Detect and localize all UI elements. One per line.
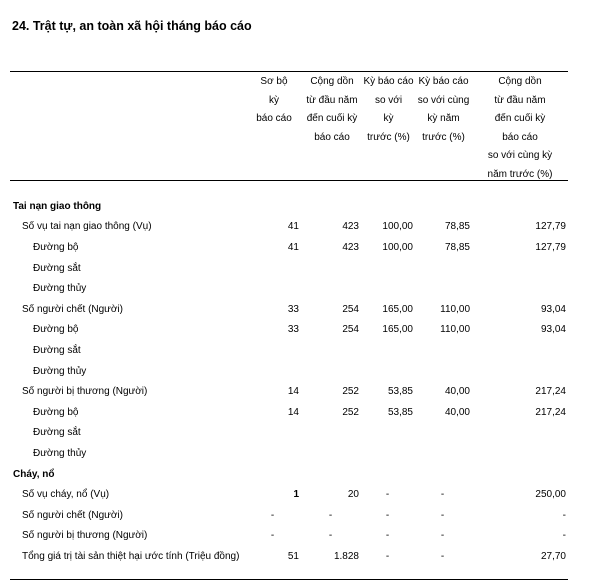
cell-value: - xyxy=(270,509,275,521)
cell-value xyxy=(472,278,568,299)
table-row xyxy=(10,361,568,382)
cell-value: 14 xyxy=(287,386,299,398)
cell-value: - xyxy=(562,530,566,542)
cell-value: 40,00 xyxy=(444,406,470,418)
column-header-vs-same-period: Kỳ báo cáo so với cùng kỳ năm trước (%) xyxy=(417,76,470,143)
cell-value xyxy=(246,278,302,299)
cell-value: 14 xyxy=(287,406,299,418)
column-header-cumulative: Cộng dồn từ đầu năm đến cuối kỳ báo cáo xyxy=(306,76,358,143)
cell-value: 53,85 xyxy=(387,406,413,418)
cell-value xyxy=(415,196,472,217)
cell-value xyxy=(415,443,472,464)
row-label: Đường thủy xyxy=(33,365,87,377)
table-row xyxy=(10,546,568,567)
cell-value xyxy=(302,443,362,464)
section-heading: Cháy, nổ xyxy=(13,468,55,480)
cell-value: 217,24 xyxy=(535,386,566,398)
section-row xyxy=(10,464,568,485)
column-header-cumulative-vs-last-year: Cộng dồn từ đầu năm đến cuối kỳ báo cáo so với cùng kỳ năm trước (%) xyxy=(487,76,553,180)
cell-value: - xyxy=(385,489,390,501)
cell-value: 252 xyxy=(342,406,359,418)
cell-value xyxy=(362,443,415,464)
cell-value xyxy=(472,443,568,464)
row-label: Số người bị thương (Người) xyxy=(22,386,148,398)
cell-value: - xyxy=(440,489,445,501)
section-heading: Tai nạn giao thông xyxy=(13,200,102,212)
cell-value xyxy=(246,443,302,464)
cell-value: - xyxy=(562,509,566,521)
section-row xyxy=(10,196,568,217)
row-label: Số vụ tai nạn giao thông (Vụ) xyxy=(22,221,152,233)
cell-value xyxy=(472,340,568,361)
table-row xyxy=(10,258,568,279)
cell-value: 41 xyxy=(287,241,299,253)
cell-value: 1 xyxy=(293,489,299,501)
cell-value xyxy=(415,423,472,444)
table-row xyxy=(10,217,568,238)
cell-value xyxy=(472,464,568,485)
cell-value xyxy=(246,361,302,382)
row-label: Đường sắt xyxy=(33,427,81,439)
cell-value xyxy=(246,258,302,279)
cell-value: 250,00 xyxy=(535,489,566,501)
table-row xyxy=(10,381,568,402)
cell-value: 252 xyxy=(342,386,359,398)
cell-value xyxy=(415,278,472,299)
row-label: Đường sắt xyxy=(33,344,81,356)
cell-value xyxy=(302,464,362,485)
row-label: Số người bị thương (Người) xyxy=(22,530,148,542)
cell-value: - xyxy=(385,509,390,521)
cell-value xyxy=(472,258,568,279)
table-row xyxy=(10,402,568,423)
cell-value xyxy=(302,340,362,361)
cell-value: 51 xyxy=(287,550,299,562)
table-row xyxy=(10,423,568,444)
row-label: Đường thủy xyxy=(33,447,87,459)
cell-value xyxy=(302,196,362,217)
row-label: Đường thủy xyxy=(33,283,87,295)
table-row xyxy=(10,526,568,547)
row-label: Đường bộ xyxy=(33,324,79,336)
cell-value: - xyxy=(270,530,275,542)
cell-value xyxy=(362,423,415,444)
cell-value: 254 xyxy=(342,324,359,336)
cell-value xyxy=(302,278,362,299)
cell-value: 127,79 xyxy=(535,221,566,233)
cell-value xyxy=(362,464,415,485)
table-row xyxy=(10,320,568,341)
cell-value: 93,04 xyxy=(540,303,566,315)
table-row xyxy=(10,340,568,361)
cell-value: 127,79 xyxy=(535,241,566,253)
row-label: Đường bộ xyxy=(33,406,79,418)
cell-value xyxy=(362,258,415,279)
cell-value xyxy=(246,464,302,485)
cell-value xyxy=(362,340,415,361)
cell-value: - xyxy=(328,530,333,542)
table-row xyxy=(10,278,568,299)
cell-value xyxy=(362,361,415,382)
cell-value: 40,00 xyxy=(444,386,470,398)
cell-value: 110,00 xyxy=(440,303,470,315)
row-label: Số vụ cháy, nổ (Vụ) xyxy=(22,489,110,501)
cell-value xyxy=(362,196,415,217)
cell-value xyxy=(302,423,362,444)
cell-value: - xyxy=(440,509,445,521)
cell-value: 53,85 xyxy=(387,386,413,398)
header-divider xyxy=(10,180,568,181)
cell-value: 41 xyxy=(287,221,299,233)
cell-value: 27,70 xyxy=(540,550,566,562)
cell-value: 100,00 xyxy=(382,241,413,253)
cell-value xyxy=(246,423,302,444)
cell-value: 78,85 xyxy=(444,241,470,253)
cell-value: 20 xyxy=(347,489,359,501)
table-bottom-rule xyxy=(10,579,568,580)
table-row xyxy=(10,299,568,320)
cell-value xyxy=(415,361,472,382)
row-label: Tổng giá trị tài sản thiệt hại ước tính (Triệu đồng) xyxy=(22,550,240,562)
cell-value: - xyxy=(328,509,333,521)
statistics-table xyxy=(10,196,568,567)
cell-value xyxy=(362,278,415,299)
cell-value: - xyxy=(440,550,445,562)
row-label: Số người chết (Người) xyxy=(22,303,123,315)
cell-value: 110,00 xyxy=(440,324,470,336)
cell-value xyxy=(302,361,362,382)
cell-value: 100,00 xyxy=(382,221,413,233)
cell-value: 165,00 xyxy=(382,324,413,336)
cell-value xyxy=(472,423,568,444)
cell-value xyxy=(246,340,302,361)
cell-value xyxy=(246,196,302,217)
cell-value: - xyxy=(440,530,445,542)
row-label: Số người chết (Người) xyxy=(22,509,123,521)
column-header-vs-previous: Kỳ báo cáo so với kỳ trước (%) xyxy=(363,76,414,143)
cell-value xyxy=(415,464,472,485)
table-row xyxy=(10,237,568,258)
column-header-preliminary: Sơ bộ kỳ báo cáo xyxy=(256,76,292,125)
cell-value: 217,24 xyxy=(535,406,566,418)
row-label: Đường bộ xyxy=(33,241,79,253)
cell-value: 1.828 xyxy=(333,550,359,562)
row-label: Đường sắt xyxy=(33,262,81,274)
cell-value: 78,85 xyxy=(444,221,470,233)
cell-value: 33 xyxy=(287,324,299,336)
cell-value xyxy=(472,196,568,217)
cell-value xyxy=(415,340,472,361)
cell-value: 423 xyxy=(342,241,359,253)
cell-value xyxy=(415,258,472,279)
cell-value: 423 xyxy=(342,221,359,233)
cell-value xyxy=(302,258,362,279)
cell-value: 33 xyxy=(287,303,299,315)
cell-value: 254 xyxy=(342,303,359,315)
page-title: 24. Trật tự, an toàn xã hội tháng báo cáo xyxy=(12,19,252,33)
cell-value: 93,04 xyxy=(540,324,566,336)
cell-value: - xyxy=(385,530,390,542)
table-row xyxy=(10,505,568,526)
cell-value xyxy=(472,361,568,382)
table-row xyxy=(10,443,568,464)
table-top-rule xyxy=(10,71,568,72)
cell-value: - xyxy=(385,550,390,562)
cell-value: 165,00 xyxy=(382,303,413,315)
table-row xyxy=(10,484,568,505)
